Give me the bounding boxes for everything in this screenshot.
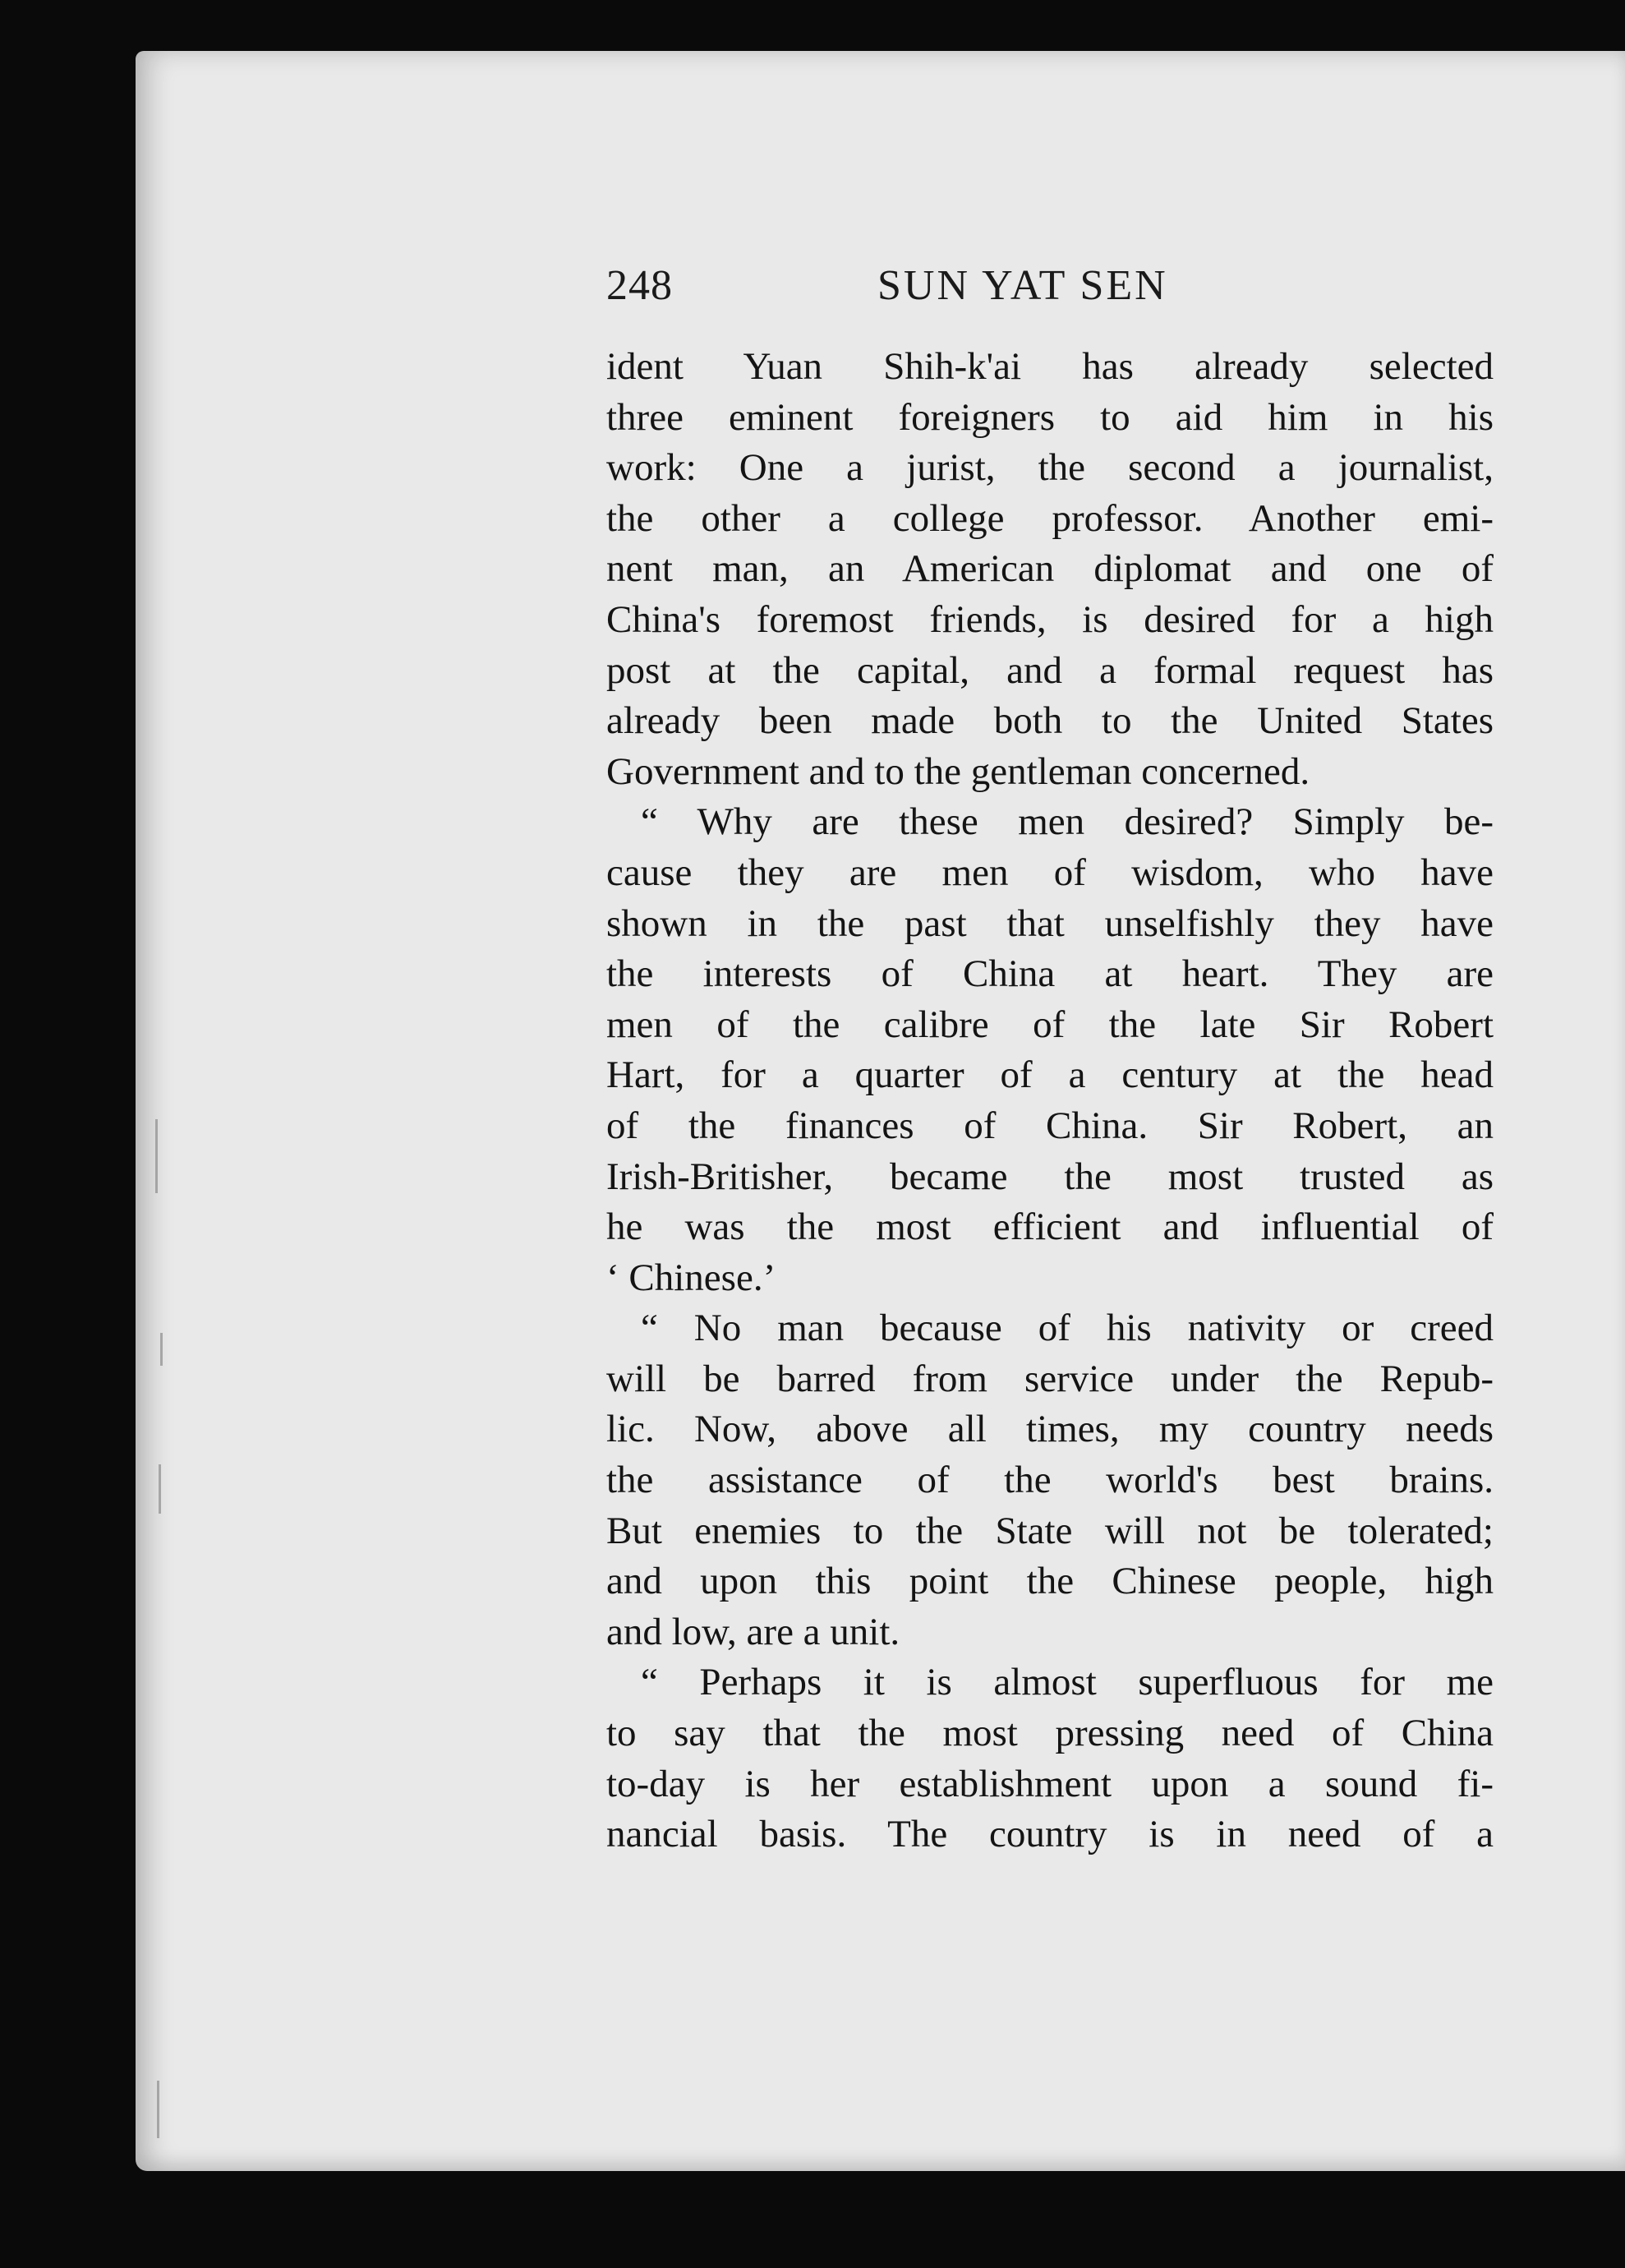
- text-line: “ No man because of his nativity or creed: [641, 1307, 1494, 1350]
- edge-mark: [160, 1333, 163, 1366]
- text-line: of the finances of China. Sir Robert, an: [606, 1104, 1494, 1147]
- text-line: work: One a jurist, the second a journalist,: [606, 446, 1494, 490]
- text-line: Hart, for a quarter of a century at the head: [606, 1053, 1494, 1097]
- text-line: China's foremost friends, is desired for a high: [606, 597, 1494, 641]
- text-line: But enemies to the State will not be tolerated;: [606, 1509, 1494, 1552]
- text-line: “ Perhaps it is almost superfluous for me: [641, 1661, 1494, 1704]
- text-line: three eminent foreigners to aid him in his: [606, 395, 1494, 439]
- text-line: cause they are men of wisdom, who have: [606, 850, 1494, 894]
- text-line: the assistance of the world's best brains.: [606, 1459, 1494, 1502]
- edge-mark: [157, 2081, 159, 2138]
- page-header: [606, 261, 1494, 319]
- text-line: ‘ Chinese.’: [606, 1256, 776, 1299]
- text-line: ident Yuan Shih-k'ai has already selected: [606, 345, 1494, 388]
- text-line: Government and to the gentleman concerned.: [606, 749, 1310, 793]
- text-line: and upon this point the Chinese people, high: [606, 1560, 1494, 1603]
- text-line: already been made both to the United States: [606, 699, 1494, 743]
- text-line: to-day is her establishment upon a sound fi-: [606, 1762, 1494, 1805]
- edge-mark: [155, 1119, 158, 1193]
- text-line: post at the capital, and a formal request has: [606, 648, 1494, 692]
- body-text: [606, 342, 1494, 1860]
- text-line: the other a college professor. Another emi-: [606, 496, 1494, 540]
- text-line: men of the calibre of the late Sir Robert: [606, 1003, 1494, 1046]
- text-line: “ Why are these men desired? Simply be-: [641, 800, 1494, 844]
- text-line: Irish-Britisher, became the most trusted as: [606, 1155, 1494, 1198]
- text-line: nancial basis. The country is in need of a: [606, 1813, 1494, 1856]
- text-line: lic. Now, above all times, my country needs: [606, 1408, 1494, 1451]
- page-number: 248: [606, 262, 673, 309]
- text-line: nent man, an American diplomat and one of: [606, 547, 1494, 591]
- text-line: the interests of China at heart. They are: [606, 952, 1494, 996]
- text-line: to say that the most pressing need of China: [606, 1712, 1494, 1755]
- running-title: SUN YAT SEN: [877, 262, 1168, 309]
- text-line: and low, are a unit.: [606, 1610, 900, 1653]
- text-line: shown in the past that unselfishly they have: [606, 901, 1494, 945]
- text-line: will be barred from service under the Repub-: [606, 1357, 1494, 1400]
- edge-mark: [159, 1464, 161, 1514]
- text-line: he was the most efficient and influential of: [606, 1205, 1494, 1249]
